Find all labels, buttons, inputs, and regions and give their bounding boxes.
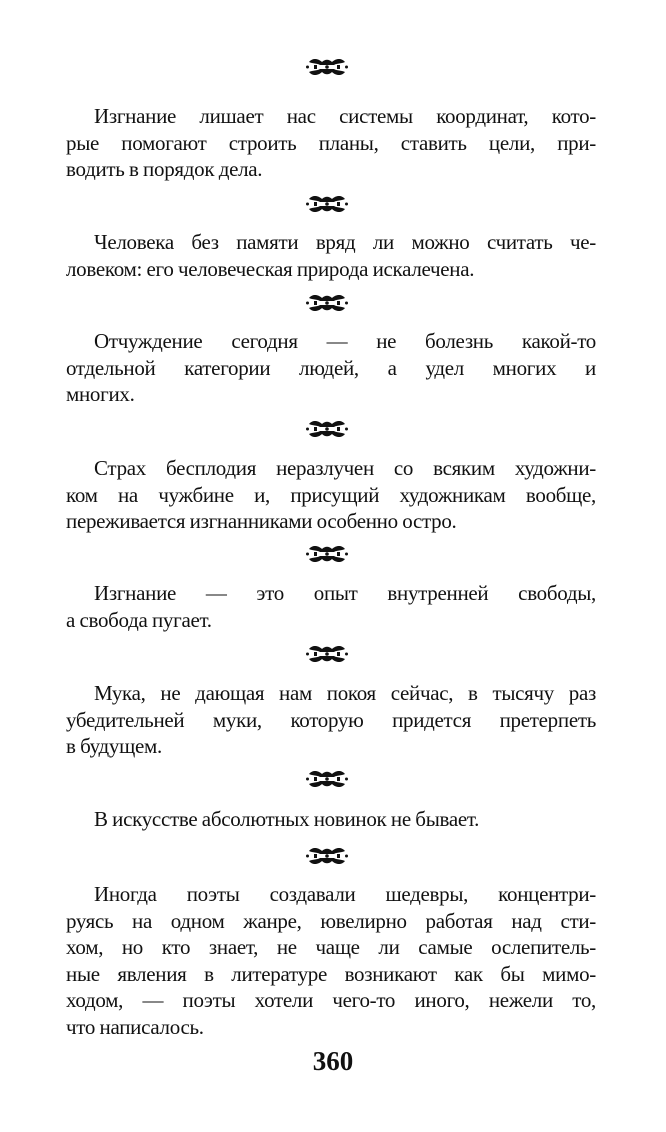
text-line: Изгнание — это опыт внутренней свободы, [94,581,596,605]
text-line: что написалось. [66,1014,204,1039]
text-line: а свобода пугает. [66,607,212,632]
aphorism-8 [66,881,596,1040]
aphorism-5 [66,580,596,633]
text-line: ходом, — поэты хотели чего-то иного, нежели то, [66,988,596,1012]
text-line: руясь на одном жанре, ювелирно работая над сти- [66,908,596,933]
aphorism-3 [66,328,596,408]
aphorism-4 [66,455,596,535]
text-line: Изгнание лишает нас системы координат, кото- [94,104,596,128]
text-line: ловеком: его человеческая природа искалечена. [66,256,475,281]
page-number: 360 [312,1046,354,1076]
text-line: Страх бесплодия неразлучен со всяким художни- [94,456,596,480]
fleuron-ornament-icon [305,292,349,314]
fleuron-ornament-icon [305,643,349,665]
text-line: убедительней муки, которую придется претерпеть [66,707,596,732]
fleuron-ornament-icon [305,418,349,440]
aphorism-2 [66,229,596,282]
aphorism-6 [66,680,596,760]
fleuron-ornament-icon [305,543,349,565]
aphorism-1 [66,103,596,183]
text-line: водить в порядок дела. [66,157,263,181]
fleuron-ornament-icon [305,56,349,78]
fleuron-ornament-icon [305,768,349,790]
text-line: В искусстве абсолютных новинок не бывает. [94,807,480,831]
text-line: в будущем. [66,734,162,758]
text-line: Человека без памяти вряд ли можно считать че- [94,230,596,254]
fleuron-ornament-icon [305,845,349,867]
text-line: хом, но кто знает, не чаще ли самые ослепитель- [66,935,596,959]
text-line: Отчуждение сегодня — не болезнь какой-то [94,329,596,353]
text-line: рые помогают строить планы, ставить цели, при- [66,130,596,155]
text-line: отдельной категории людей, а удел многих и [66,355,596,380]
text-line: Мука, не дающая нам покоя сейчас, в тысячу раз [94,681,596,705]
text-line: ком на чужбине и, присущий художникам вообще, [66,482,596,507]
fleuron-ornament-icon [305,193,349,215]
text-line: переживается изгнанниками особенно остро. [66,509,457,533]
aphorism-7 [66,806,596,833]
text-line: ные явления в литературе возникают как бы мимо- [66,961,596,986]
text-line: многих. [66,382,135,406]
text-line: Иногда поэты создавали шедевры, концентри- [94,882,596,906]
